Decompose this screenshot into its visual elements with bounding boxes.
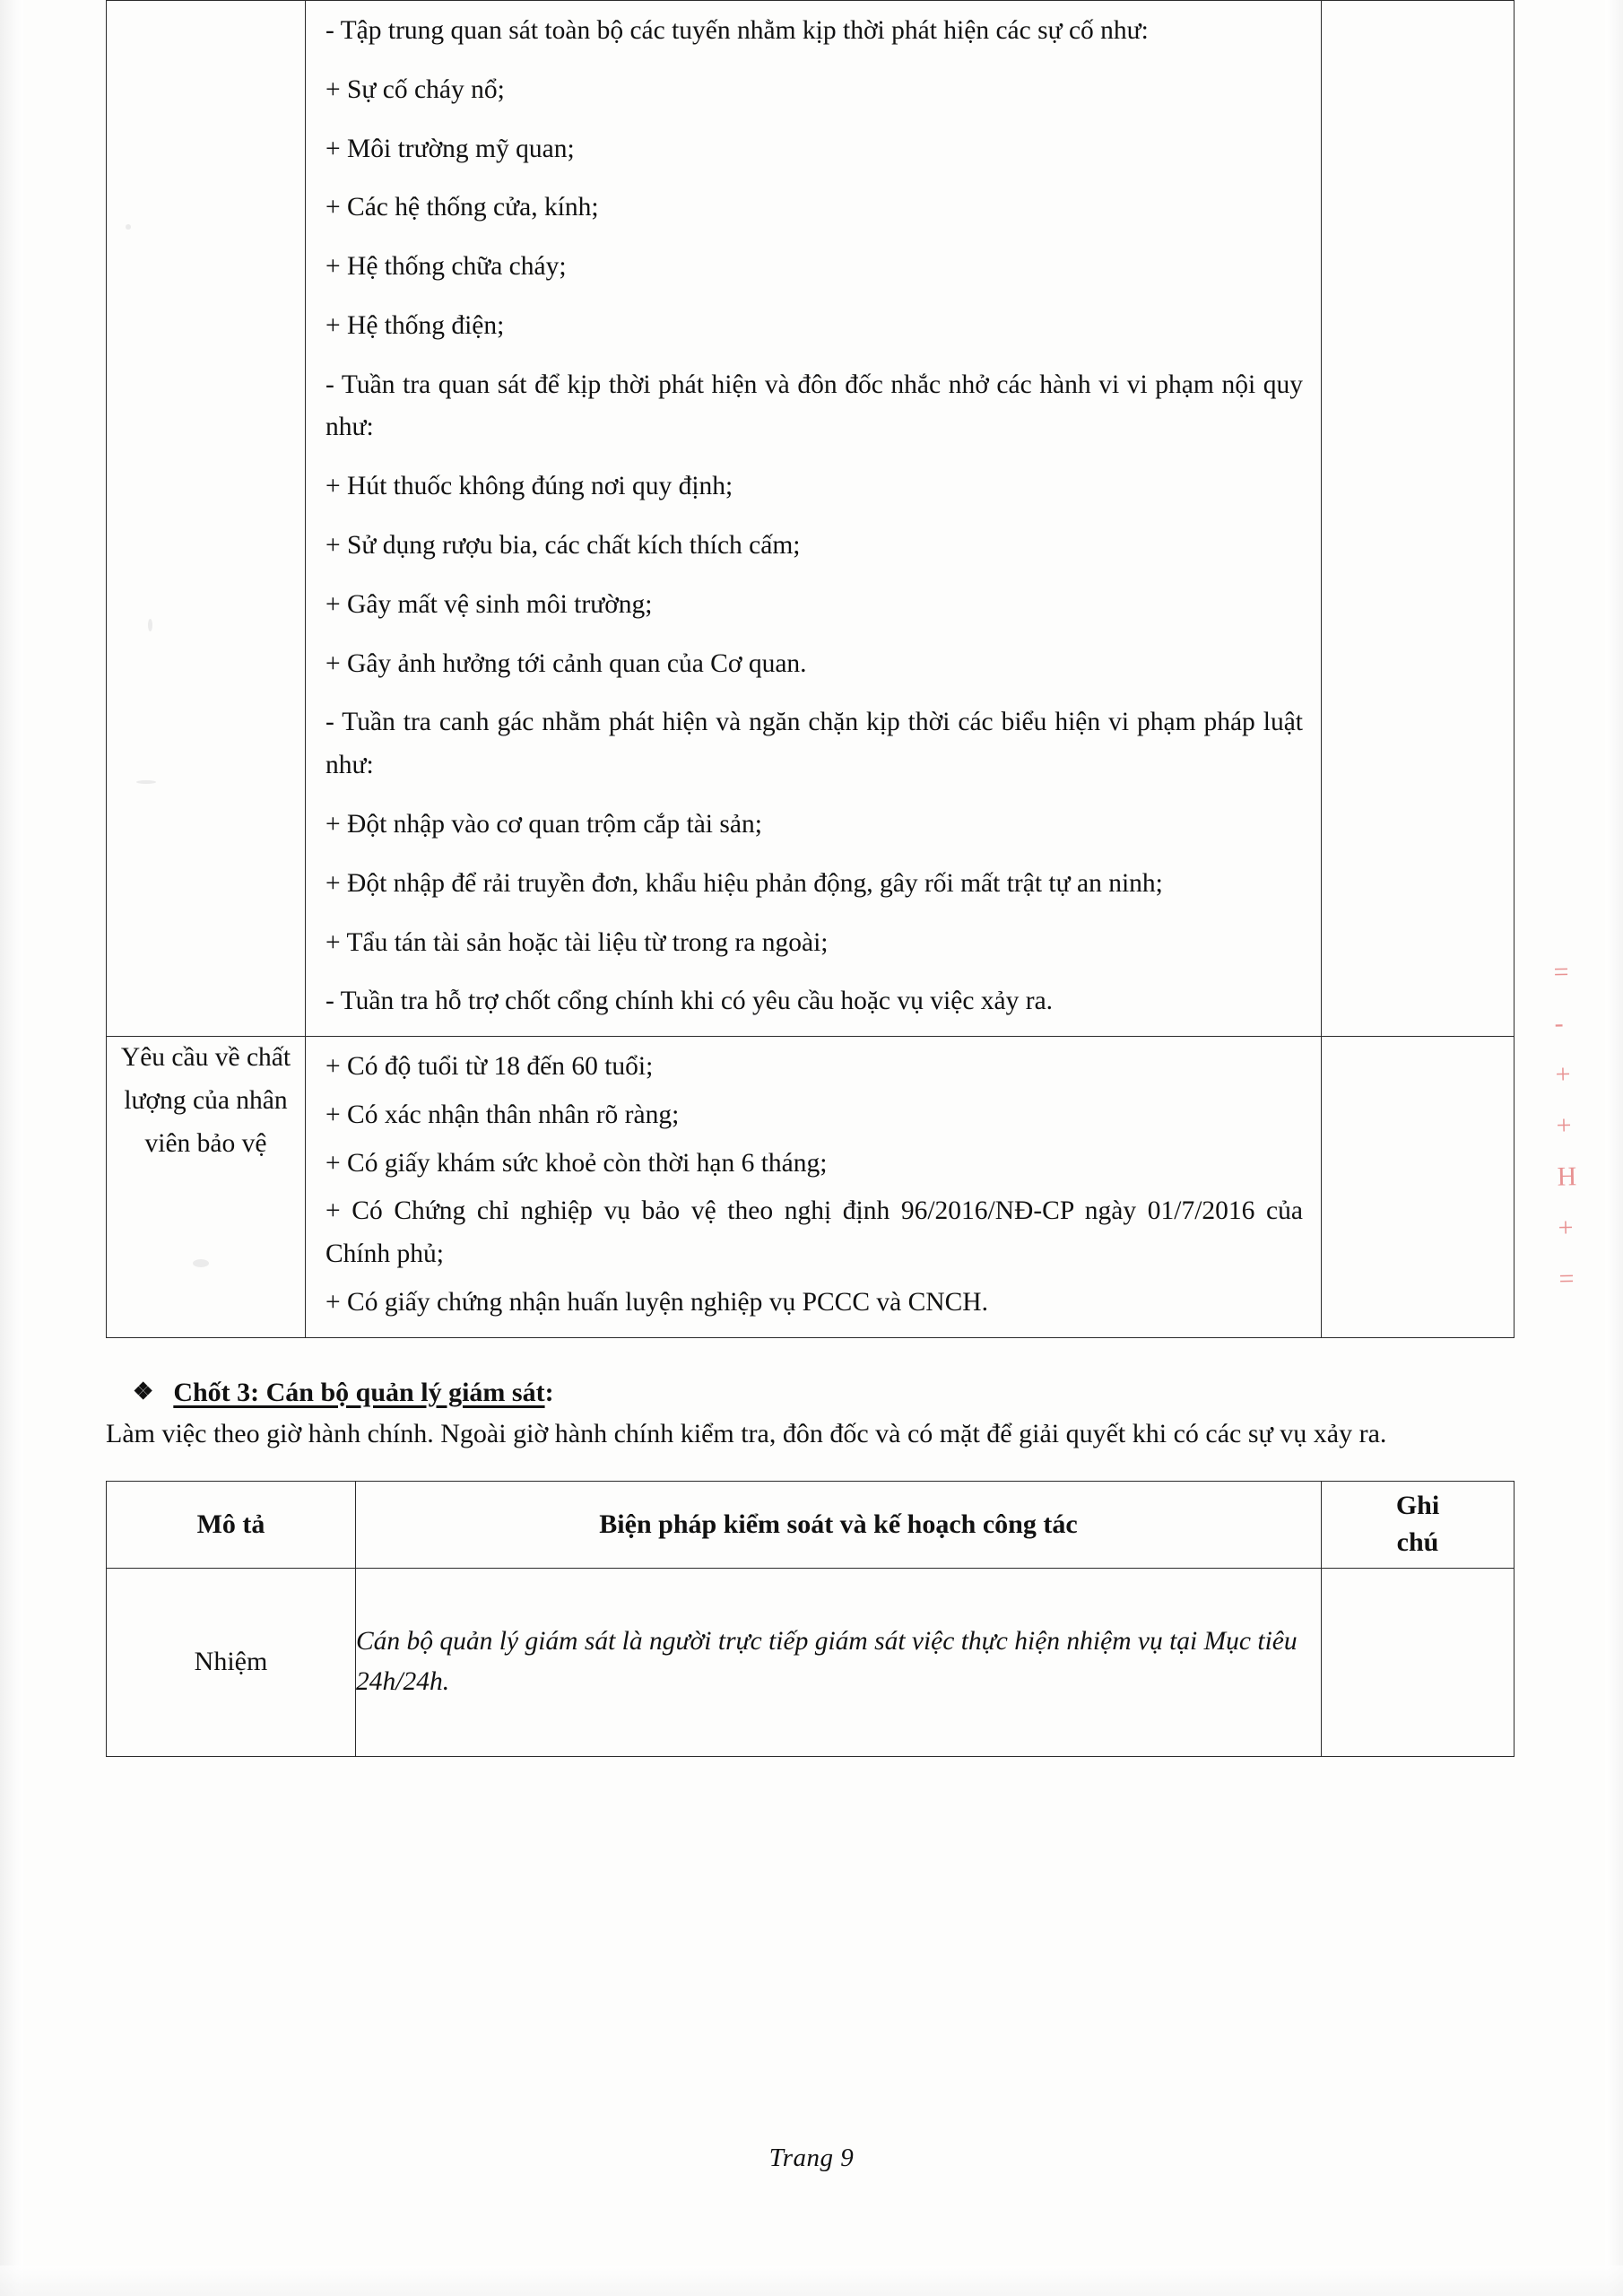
- measure-paragraph: + Hệ thống điện;: [325, 310, 505, 340]
- column-header-description: Mô tả: [107, 1481, 356, 1568]
- table-header-row: [107, 1481, 1515, 1568]
- margin-mark: =: [1558, 1264, 1575, 1294]
- scan-edge-right: [1605, 0, 1623, 2296]
- section-title-suffix: :: [544, 1377, 554, 1407]
- column-header-measures: Biện pháp kiểm soát và kế hoạch công tác: [356, 1481, 1322, 1568]
- measure-paragraph: + Đột nhập vào cơ quan trộm cắp tài sản;: [325, 809, 762, 839]
- measure-paragraph: - Tuần tra canh gác nhằm phát hiện và ngăn chặn kịp thời các biểu hiện vi phạm pháp luật như:: [325, 708, 1303, 780]
- table-row: [107, 1, 1515, 1037]
- measure-paragraph: + Sự cố cháy nổ;: [325, 74, 505, 104]
- margin-mark: +: [1558, 1213, 1574, 1243]
- measure-paragraph: + Gây mất vệ sinh môi trường;: [325, 589, 653, 619]
- scan-edge-bottom: [0, 2266, 1623, 2296]
- measure-paragraph: + Sử dụng rượu bia, các chất kích thích cấm;: [325, 531, 801, 561]
- margin-mark: H: [1557, 1161, 1577, 1192]
- cell-measures: Cán bộ quản lý giám sát là người trực tiếp giám sát việc thực hiện nhiệm vụ tại Mục tiêu 24h/24h.: [356, 1568, 1322, 1756]
- requirement-paragraph: + Có Chứng chỉ nghiệp vụ bảo vệ theo nghị định 96/2016/NĐ-CP ngày 01/7/2016 của Chính phủ;: [325, 1196, 1303, 1269]
- measure-paragraph: + Các hệ thống cửa, kính;: [325, 193, 599, 222]
- measure-paragraph: + Hút thuốc không đúng nơi quy định;: [325, 472, 733, 501]
- cell-note: [1322, 1568, 1515, 1756]
- measure-paragraph: - Tuần tra quan sát để kịp thời phát hiện và đôn đốc nhắc nhở các hành vi vi phạm nội quy như:: [325, 370, 1303, 442]
- section-heading-line: [133, 1378, 1514, 1408]
- section-intro-text: Làm việc theo giờ hành chính. Ngoài giờ hành chính kiểm tra, đôn đốc và có mặt để giải quyết khi có các sự vụ xảy ra.: [106, 1418, 1387, 1448]
- document-content: [106, 0, 1514, 1757]
- cell-measures: [306, 1037, 1322, 1338]
- table-new: [106, 1481, 1515, 1757]
- margin-mark: =: [1553, 957, 1569, 987]
- scan-edge-left: [0, 0, 23, 2296]
- page-title: Chốt 3: Cán bộ quản lý giám sát: [173, 1377, 545, 1407]
- table-row: [107, 1037, 1515, 1338]
- table-new-wrapper: [106, 1481, 1514, 1757]
- column-header-note-line1: Ghi: [1395, 1491, 1440, 1521]
- margin-mark: -: [1554, 1008, 1564, 1039]
- table-row: [107, 1568, 1515, 1756]
- requirement-paragraph: + Có xác nhận thân nhân rõ ràng;: [325, 1100, 680, 1129]
- page-footer: Trang 9: [768, 2144, 855, 2172]
- margin-mark: +: [1556, 1110, 1572, 1141]
- column-header-note: [1322, 1481, 1515, 1568]
- section-title-wrap: [173, 1378, 553, 1408]
- cell-description: Yêu cầu về chất lượng của nhân viên bảo vệ: [107, 1037, 306, 1338]
- diamond-bullet-icon: ❖: [133, 1378, 154, 1405]
- requirement-paragraph: + Có độ tuổi từ 18 đến 60 tuổi;: [325, 1052, 654, 1082]
- section-heading-block: [106, 1378, 1514, 1454]
- cell-measures: [306, 1, 1322, 1037]
- measure-paragraph: + Hệ thống chữa cháy;: [325, 252, 567, 282]
- table-continued: [106, 0, 1515, 1338]
- column-header-note-line2: chú: [1396, 1526, 1439, 1557]
- margin-mark: +: [1555, 1059, 1571, 1090]
- measure-paragraph: - Tập trung quan sát toàn bộ các tuyến nhằm kịp thời phát hiện các sự cố như:: [325, 16, 1149, 45]
- measure-paragraph: - Tuần tra hỗ trợ chốt cổng chính khi có yêu cầu hoặc vụ việc xảy ra.: [325, 987, 1054, 1016]
- cell-description: Nhiệm: [107, 1568, 356, 1756]
- measure-paragraph: + Đột nhập để rải truyền đơn, khẩu hiệu phản động, gây rối mất trật tự an ninh;: [325, 868, 1163, 898]
- measure-paragraph: + Tẩu tán tài sản hoặc tài liệu từ trong ra ngoài;: [325, 927, 829, 957]
- requirement-paragraph: + Có giấy chứng nhận huấn luyện nghiệp vụ PCCC và CNCH.: [325, 1287, 988, 1317]
- measure-paragraph: + Gây ảnh hưởng tới cảnh quan của Cơ quan.: [325, 648, 807, 678]
- measure-paragraph: + Môi trường mỹ quan;: [325, 134, 575, 163]
- cell-description: [107, 1, 306, 1037]
- cell-note: [1322, 1037, 1515, 1338]
- requirement-paragraph: + Có giấy khám sức khoẻ còn thời hạn 6 tháng;: [325, 1148, 828, 1178]
- cell-note: [1322, 1, 1515, 1037]
